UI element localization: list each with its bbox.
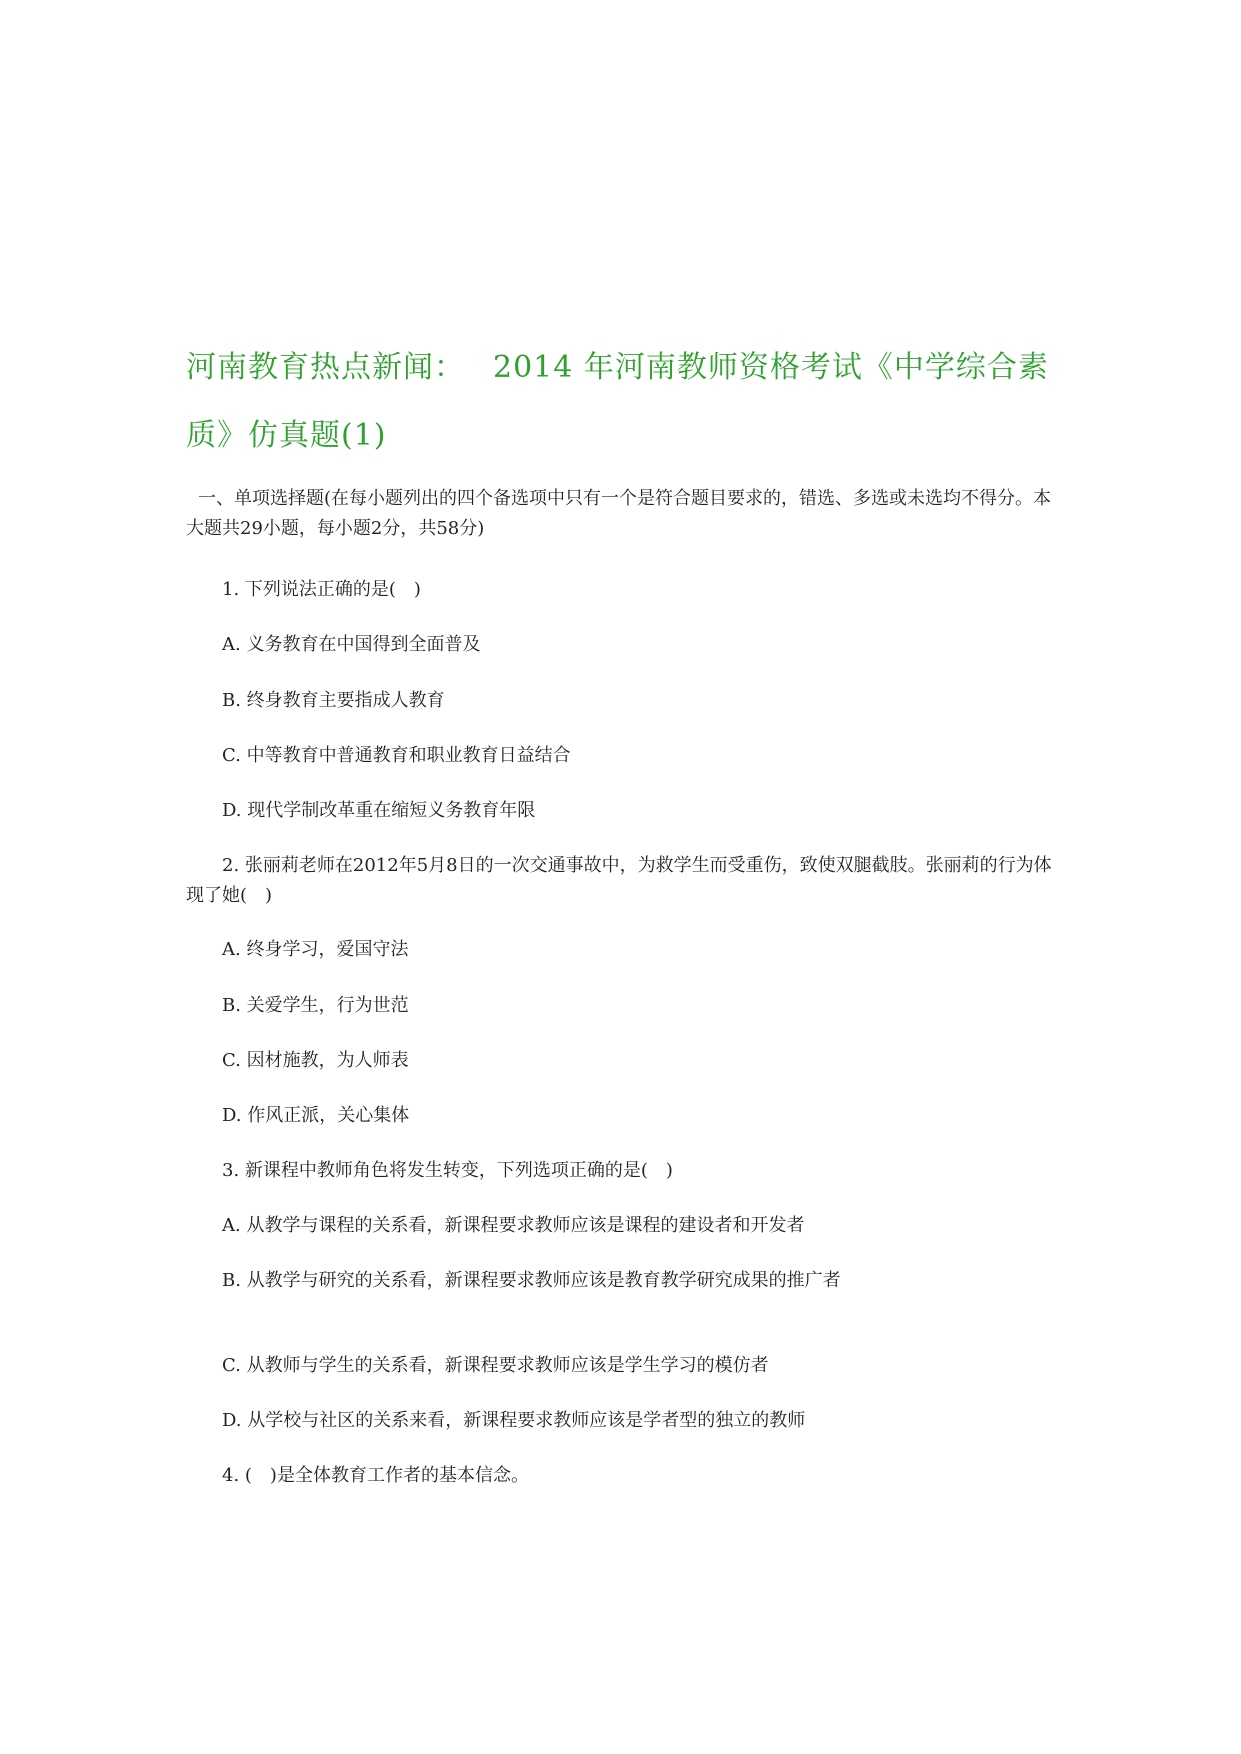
question-3-option-b: B. 从教学与研究的关系看，新课程要求教师应该是教育教学研究成果的推广者: [222, 1270, 841, 1291]
question-3-option-c: C. 从教师与学生的关系看，新课程要求教师应该是学生学习的模仿者: [222, 1355, 769, 1376]
question-2-option-c: C. 因材施教，为人师表: [222, 1050, 409, 1071]
question-1-option-d: D. 现代学制改革重在缩短义务教育年限: [222, 800, 536, 821]
title-part-2: 2014 年河南教师资格考试《中学综合素质》仿真题(1): [186, 350, 1049, 453]
question-1-option-a: A. 义务教育在中国得到全面普及: [222, 634, 481, 655]
section-intro: 一、单项选择题(在每小题列出的四个备选项中只有一个是符合题目要求的，错选、多选或未选均不得分。本大题共29小题，每小题2分，共58分): [186, 488, 1052, 539]
title-part-1: 河南教育热点新闻：: [186, 350, 465, 385]
question-4-stem: 4. ( )是全体教育工作者的基本信念。: [222, 1465, 529, 1486]
question-3-stem: 3. 新课程中教师角色将发生转变，下列选项正确的是( ): [222, 1160, 673, 1181]
question-3-option-d: D. 从学校与社区的关系来看，新课程要求教师应该是学者型的独立的教师: [222, 1410, 806, 1431]
question-3-option-a: A. 从教学与课程的关系看，新课程要求教师应该是课程的建设者和开发者: [222, 1215, 805, 1236]
question-1-option-b: B. 终身教育主要指成人教育: [222, 690, 445, 711]
question-2-stem: 2. 张丽莉老师在2012年5月8日的一次交通事故中，为救学生而受重伤，致使双腿截肢。张丽莉的行为体现了她( ): [186, 855, 1052, 906]
question-2-option-d: D. 作风正派，关心集体: [222, 1105, 410, 1126]
question-1-stem: 1. 下列说法正确的是( ): [222, 579, 421, 600]
question-2-option-b: B. 关爱学生，行为世范: [222, 995, 409, 1016]
question-2-option-a: A. 终身学习，爱国守法: [222, 939, 409, 960]
page-title: [186, 334, 1066, 470]
question-1-option-c: C. 中等教育中普通教育和职业教育日益结合: [222, 745, 571, 766]
